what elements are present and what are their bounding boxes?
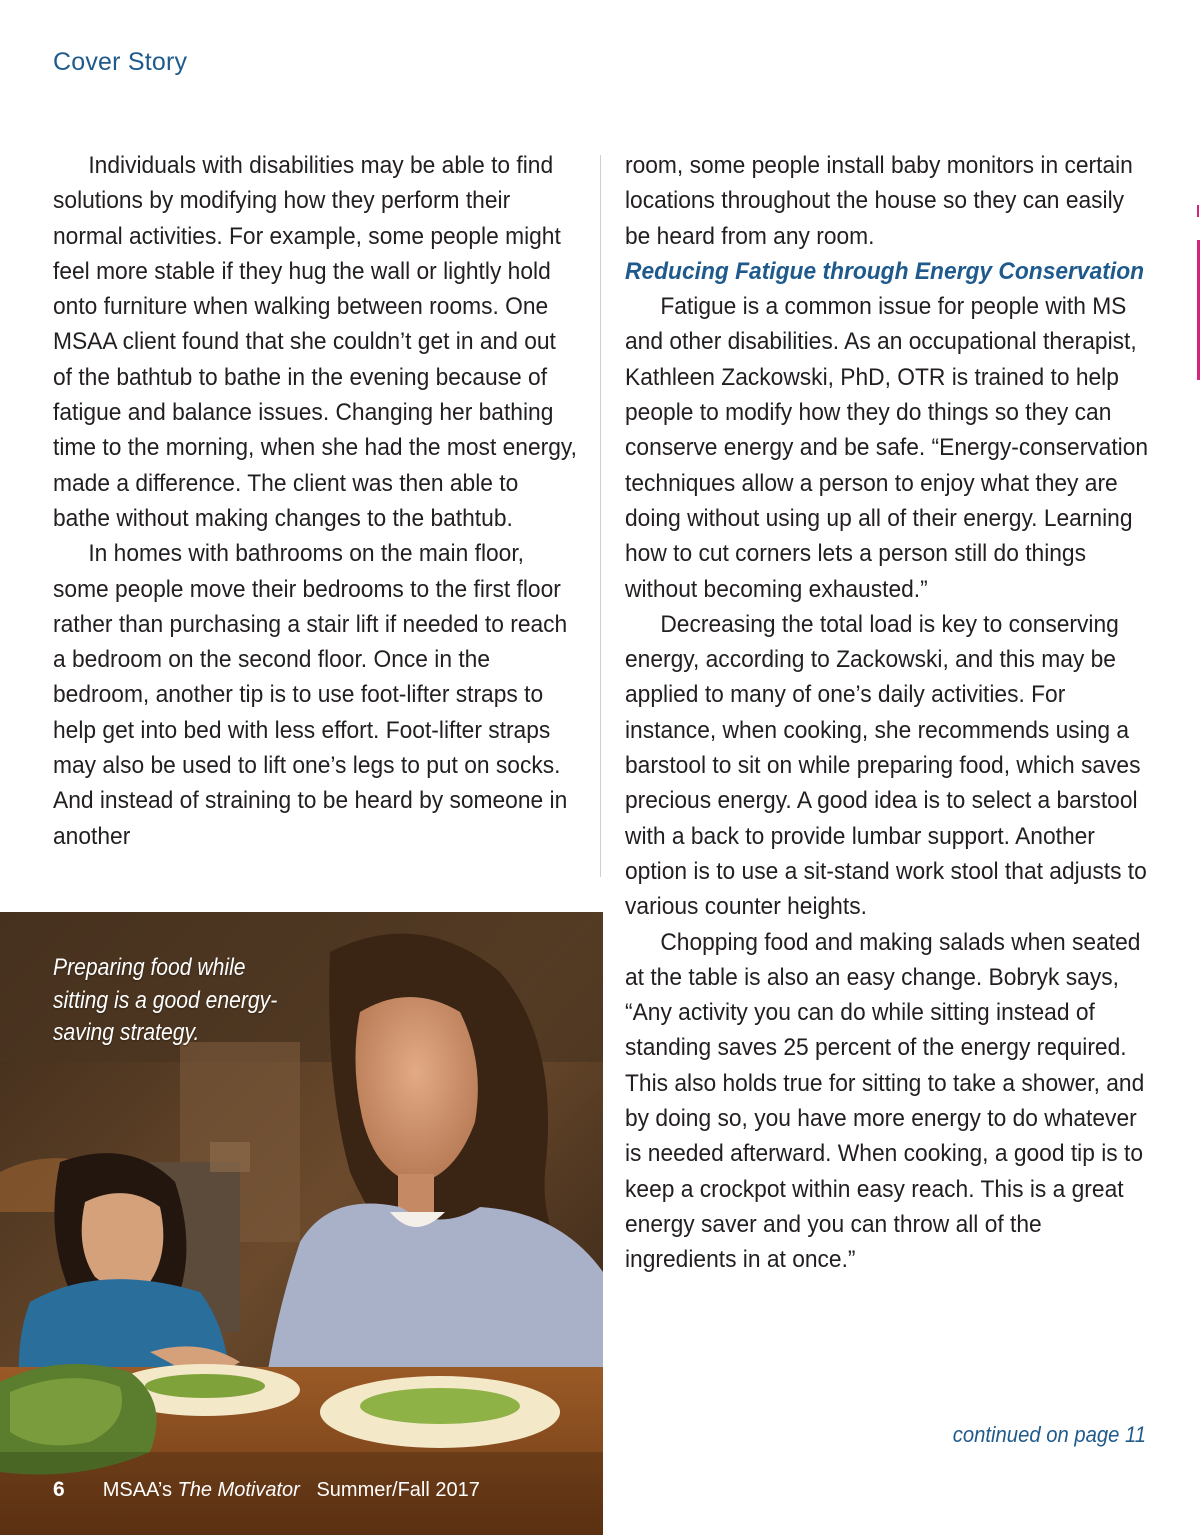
page-edge-marks	[1196, 205, 1200, 385]
body-paragraph: Fatigue is a common issue for people with MS and other disabilities. As an occupational therapist, Kathleen Zackowski, PhD, OTR is trained to help people to modify how they do things so they can conserve energy and be safe. “Energy-conservation techniques allow a person to enjoy what they are doing without using up all of their energy. Learning how to cut corners lets a person still do things without becoming exhausted.”	[625, 293, 1149, 603]
body-paragraph: Individuals with disabilities may be able to find solutions by modifying how they perform their normal activities. For example, some people might feel more stable if they hug the wall or lightly hold onto furniture when walking between rooms. One MSAA client found that she couldn’t get in and out of the bathtub to bathe in the evening because of fatigue and balance issues. Changing her bathing time to the morning, when she had the most energy, made a difference. The client was then able to bathe without making changes to the bathtub.	[53, 152, 577, 532]
issue-label: Summer/Fall 2017	[316, 1479, 480, 1501]
section-label: Cover Story	[53, 48, 188, 76]
photo-caption: Preparing food while sitting is a good energy-saving strategy.	[53, 954, 278, 1046]
column-divider	[600, 155, 601, 877]
page-number: 6	[53, 1478, 65, 1501]
left-column	[53, 148, 578, 854]
right-column	[625, 148, 1150, 1278]
page-footer	[53, 1478, 480, 1502]
body-paragraph: Decreasing the total load is key to conserving energy, according to Zackowski, and this may be applied to many of one’s daily activities. For instance, when cooking, she recommends using a barstool to sit on while preparing food, which saves precious energy. A good idea is to select a barstool with a back to provide lumbar support. Another option is to use a sit-stand work stool that adjusts to various counter heights.	[625, 610, 1147, 921]
body-paragraph: Chopping food and making salads when seated at the table is also an easy change. Bobryk says, “Any activity you can do while sitting instead of standing saves 25 percent of the energy required. This also holds true for sitting to take a shower, and by doing so, you have more energy to do whatever is needed afterward. When cooking, a good tip is to keep a crockpot within easy reach. This is a great energy saver and you can throw all of the ingredients in at once.”	[625, 928, 1145, 1274]
body-paragraph: In homes with bathrooms on the main floor, some people move their bedrooms to the first floor rather than purchasing a stair lift if needed to reach a bedroom on the second floor. Once in the bedroom, another tip is to use foot-lifter straps to help get into bed with less effort. Foot-lifter straps may also be used to lift one’s legs to put on socks. And instead of straining to be heard by someone in another	[53, 540, 568, 850]
continued-note: continued on page 11	[952, 1422, 1146, 1447]
body-paragraph-continuation: room, some people install baby monitors in certain locations throughout the house so they can easily be heard from any room.	[625, 152, 1133, 250]
publication-title: The Motivator	[177, 1479, 300, 1501]
subheading: Reducing Fatigue through Energy Conservation	[625, 257, 1145, 285]
publisher-name: MSAA’s	[102, 1479, 172, 1501]
